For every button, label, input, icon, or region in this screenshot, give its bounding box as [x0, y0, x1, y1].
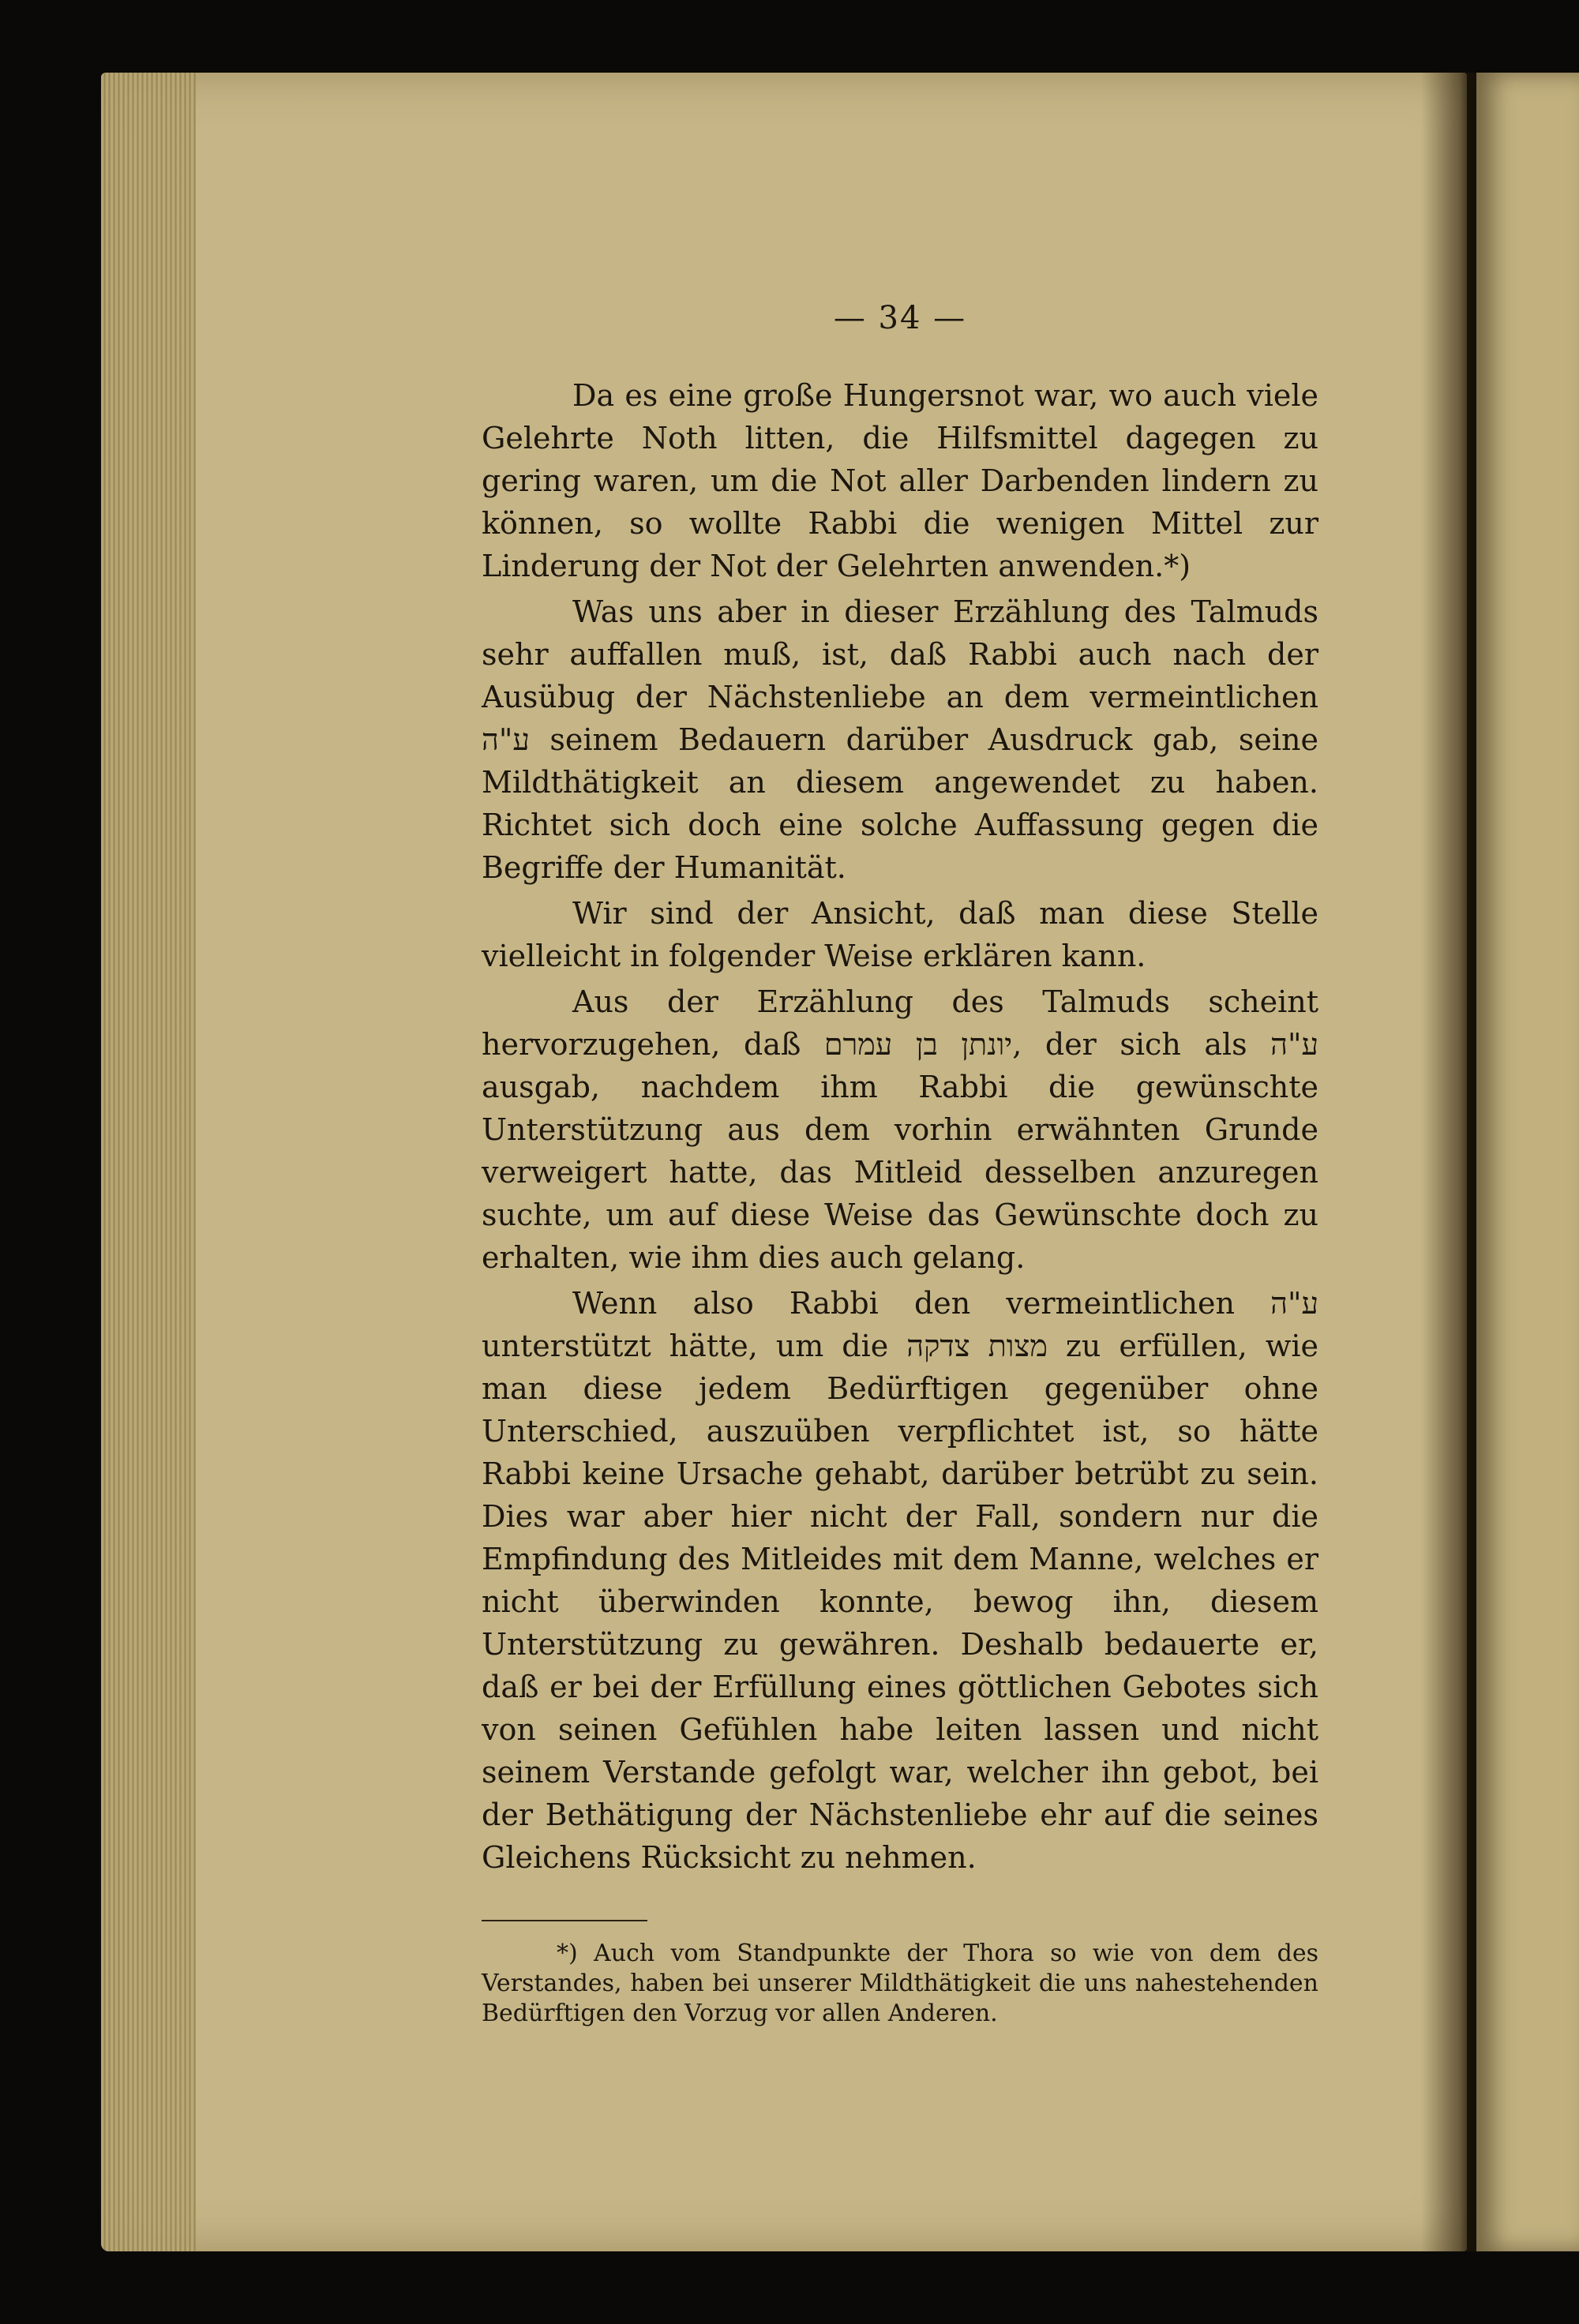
footnote-divider — [482, 1920, 647, 1921]
paragraph-3: Wir sind der Ansicht, daß man diese Stelle vielleicht in folgender Weise erklären kann. — [482, 896, 1318, 973]
right-page-edge — [1476, 73, 1579, 2251]
paragraph-4: Aus der Erzählung des Talmuds scheint hervorzugehen, daß יונתן בן עמרם, der sich als ע"ה ausgab, nachdem ihm Rabbi die gewünschte Unterstützung aus dem vorhin erwähnten Grunde verweigert hatte, das Mitleid desselben anzuregen suchte, um auf diese Weise das Gewünschte doch zu erhalten, wie ihm dies auch gelang. — [482, 984, 1318, 1275]
paragraph-2: Was uns aber in dieser Erzählung des Talmuds sehr auffallen muß, ist, daß Rabbi auch nach der Ausübug der Nächstenliebe an dem vermeintlichen ע"ה seinem Bedauern darüber Ausdruck gab, seine Mildthätigkeit an diesem angewendet zu haben. Richtet sich doch eine solche Auffassung gegen die Begriffe der Humanität. — [482, 594, 1318, 885]
page-number: — 34 — — [833, 300, 967, 336]
paragraph-1: Da es eine große Hungersnot war, wo auch viele Gelehrte Noth litten, die Hilfsmittel dagegen zu gering waren, um die Not aller Darbenden lindern zu können, so wollte Rabbi die wenigen Mittel zur Linderung der Not der Gelehrten anwenden.*) — [482, 378, 1318, 583]
paragraph-5: Wenn also Rabbi den vermeintlichen ע"ה unterstützt hätte, um die מצות צדקה zu erfüllen, wie man diese jedem Bedürftigen gegenüber ohne Unterschied, auszuüben verpflichtet ist, so hätte Rabbi keine Ursache gehabt, darüber betrübt zu sein. Dies war aber hier nicht der Fall, sondern nur die Empfindung des Mitleides mit dem Manne, welches er nicht überwinden konnte, bewog ihn, diesem Unterstützung zu gewähren. Deshalb bedauerte er, daß er bei der Erfüllung eines göttlichen Gebotes sich von seinen Gefühlen habe leiten lassen und nicht seinem Verstande gefolgt war, welcher ihn gebot, bei der Bethätigung der Nächstenliebe ehr auf die seines Gleichens Rücksicht zu nehmen. — [482, 1286, 1318, 1875]
book-gutter — [1421, 73, 1476, 2251]
text-block — [482, 300, 1318, 2029]
page-edge-stack — [101, 73, 196, 2251]
footnote: *) Auch vom Standpunkte der Thora so wie von dem des Verstandes, haben bei unserer Mildthätigkeit die uns nahestehenden Bedürftigen den Vorzug vor allen Anderen. — [482, 1940, 1318, 2027]
